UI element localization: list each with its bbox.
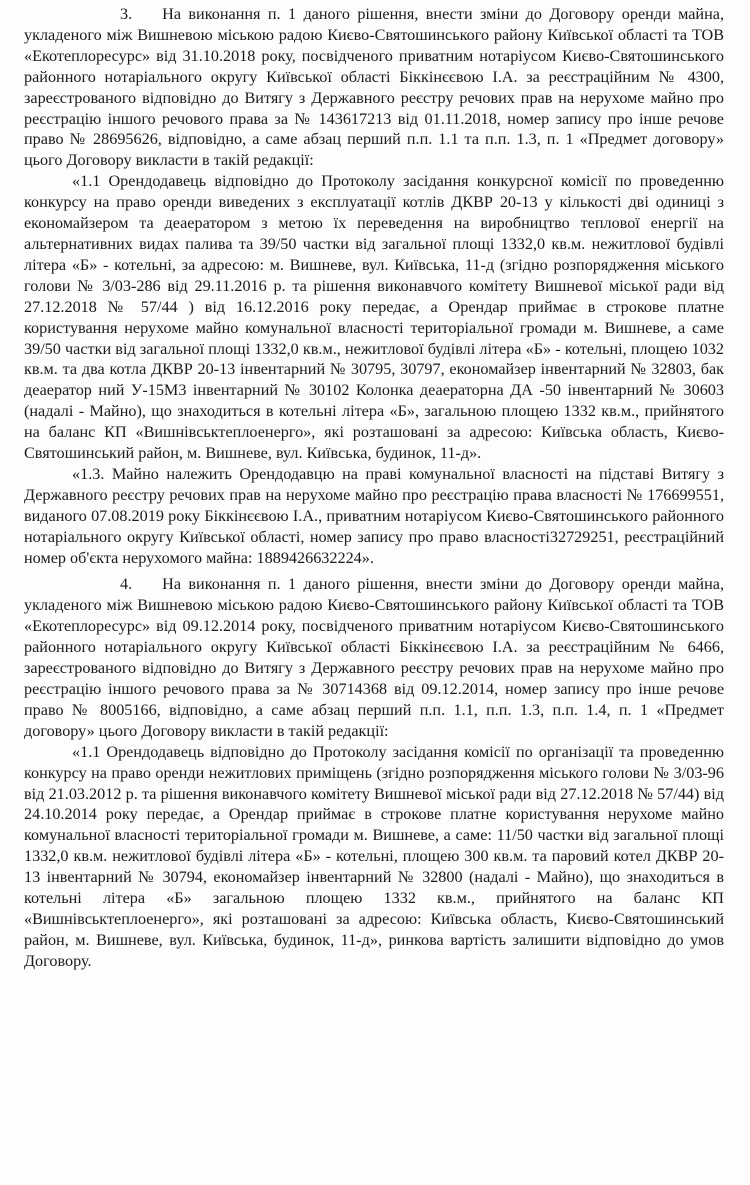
paragraph-clause-1-3 [24, 464, 724, 569]
item-number: 4. [120, 575, 133, 594]
paragraph-text: «1.1 Орендодавець відповідно до Протоколу засідання конкурсної комісії по проведенню конкурсу на право оренди виведених з експлуатації котлів ДКВР 20-13 у кількості дві одиниці з економайзером та деаератором з метою їх переведення на виробництво теплової енергії на альтернативних видах палива та 39/50 частки від загальної площі 1332,0 кв.м. нежитлової будівлі літера «Б» - котельні, за адресою: м. Вишневе, вул. Київська, 11-д (згідно розпорядження міського голови № 3/03-286 від 29.11.2016 р. та рішення виконавчого комітету Вишневої міської ради від 27.12.2018 № 57/44 ) від 16.12.2016 року передає, а Орендар приймає в строкове платне користування нерухоме майно комунальної власності територіальної громади м. Вишневе, а саме 39/50 частки від загальної площі 1332,0 кв.м., нежитлової будівлі літера «Б» - котельні, площею 1032 кв.м. та два котла ДКВР 20-13 інвентарний № 30795, 30797, економайзер інвентарний № 32803, бак деаератор ний У-15М3 інвентарний № 30102 Колонка деаераторна ДА -50 інвентарний № 30603 (надалі - Майно), що знаходиться в котельні літера «Б», загальною площею 1332 кв.м., прийнятого на баланс КП «Вишнівськтеплоенерго», які розташовані за адресою: Київська область, Києво-Святошинський район, м. Вишневе, вул. Київська, будинок, 11-д». [24, 172, 724, 463]
paragraph-text: На виконання п. 1 даного рішення, внести зміни до Договору оренди майна, укладеного між Вишневою міською радою Києво-Святошинського району Київської області та ТОВ «Екотеплоресурс» від 09.12.2014 року, посвідченого приватним нотаріусом Києво-Святошинського районного нотаріального округу Київської області Біккінєєвою І.А. за реєстраційним № 6466, зареєстрованого відповідно до Витягу з Державного реєстру речових прав на нерухоме майно про реєстрацію іншого речового права за № 30714368 від 09.12.2014, номер запису про інше речове право № 8005166, відповідно, а саме абзац перший п.п. 1.1, п.п. 1.3, п.п. 1.4, п. 1 «Предмет договору» цього Договору викласти в такій редакції: [24, 575, 724, 740]
item-number: 3. [120, 5, 133, 23]
paragraph-clause-1-1-second [24, 742, 724, 972]
paragraph-text: На виконання п. 1 даного рішення, внести зміни до Договору оренди майна, укладеного між Вишневою міською радою Києво-Святошинського району Київської області та ТОВ «Екотеплоресурс» від 31.10.2018 року, посвідченого приватним нотаріусом Києво-Святошинського районного нотаріального округу Київської області Біккінєєвою І.А. за реєстраційним № 4300, зареєстрованого відповідно до Витягу з Державного реєстру речових прав на нерухоме майно про реєстрацію іншого речового права за № 143617213 від 01.11.2018, номер запису про інше речове право № 28695626, відповідно, а саме абзац перший п.п. 1.1 та п.п. 1.3, п. 1 «Предмет договору» цього Договору викласти в такій редакції: [24, 5, 724, 170]
paragraph-text: «1.3. Майно належить Орендодавцю на праві комунальної власності на підставі Витягу з Державного реєстру речових прав на нерухоме майно про реєстрацію права власності № 176699551, виданого 07.08.2019 року Біккінєєвою І.А., приватним нотаріусом Києво-Святошинського районного нотаріального округу Київської області, номер запису про право власності32729251, реєстраційний номер об'єкта нерухомого майна: 1889426632224». [24, 464, 724, 567]
paragraph-text: «1.1 Орендодавець відповідно до Протоколу засідання комісії по організації та проведенню конкурсу на право оренди нежитлових приміщень (згідно розпорядження міського голови № 3/03-96 від 21.03.2012 р. та рішення виконавчого комітету Вишневої міської ради від 27.12.2018 № 57/44) від 24.10.2014 року передає, а Орендар приймає в строкове платне користування нерухоме майно комунальної власності територіальної громади м. Вишневе, а саме: 11/50 частки від загальної площі 1332,0 кв.м. нежитлової будівлі літера «Б» - котельні, площею 300 кв.м. та паровий котел ДКВР 20-13 інвентарний № 30794, економайзер інвентарний № 32800 (надалі - Майно), що знаходиться в котельні літера «Б» загальною площею 1332 кв.м., прийнятого на баланс КП «Вишнівськтеплоенерго», які розташовані за адресою: Київська область, Києво-Святошинський район, м. Вишневе, вул. Київська, будинок, 11-д», ринкова вартість залишити відповідно до умов Договору. [24, 742, 724, 970]
paragraph-clause-1-1 [24, 171, 724, 464]
paragraph-item-3 [24, 4, 724, 171]
paragraph-item-4 [24, 574, 724, 741]
